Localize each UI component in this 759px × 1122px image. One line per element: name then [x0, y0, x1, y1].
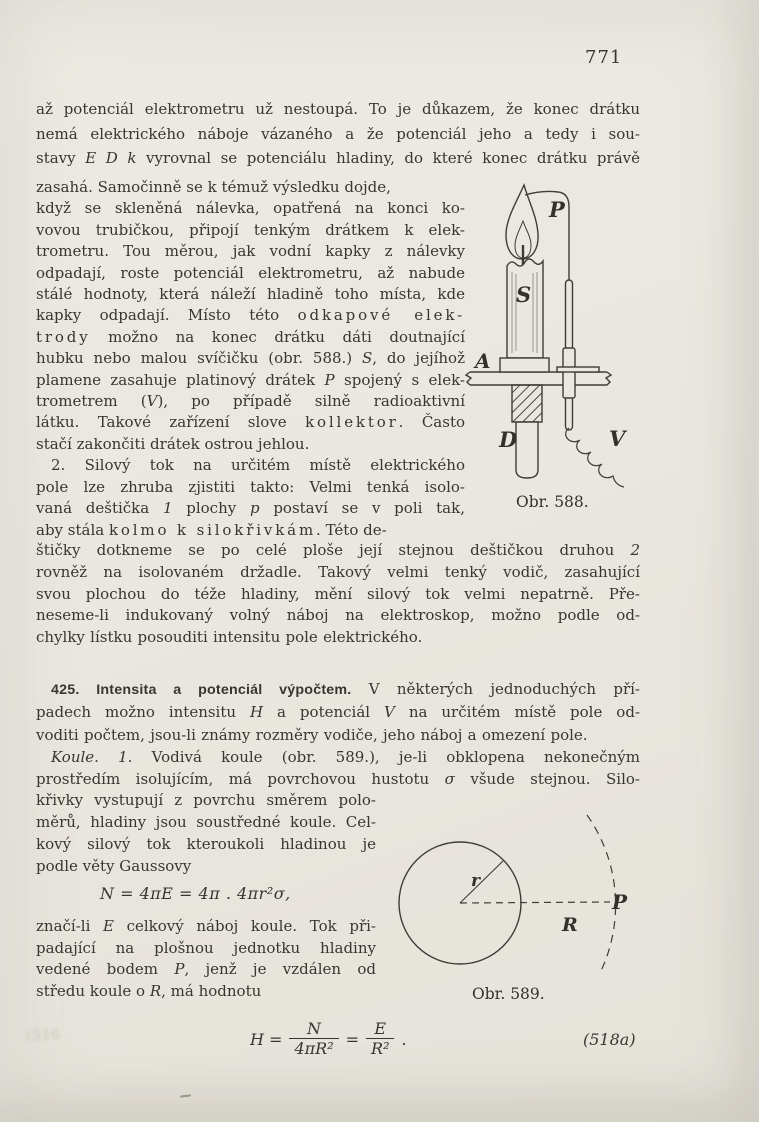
- text-line: svou plochou do téže hladiny, mění silový tok velmi nepatrně. Pře-: [36, 584, 640, 603]
- text-line: vedené bodem P, jenž je vzdálen od: [36, 960, 376, 979]
- fig588-label-a: A: [475, 349, 491, 373]
- fig588-label-s: S: [516, 282, 532, 307]
- fig588-label-d: D: [499, 427, 518, 452]
- text-line: kový silový tok kteroukoli hladinou je: [36, 835, 376, 853]
- paragraph-column-beside-fig589: [36, 789, 376, 877]
- eq2-fraction-1: [289, 1020, 338, 1059]
- fig588-clamp-block: [512, 385, 542, 422]
- text-line: stačí zakončiti drátek ostrou jehlou.: [36, 434, 310, 453]
- eq2-period: .: [401, 1029, 407, 1049]
- fig588-caption: Obr. 588.: [516, 493, 589, 511]
- text-line: vaná deštička 1 plochy p postaví se v poli tak,: [36, 499, 465, 518]
- paragraph-column-beside-fig588: [36, 177, 465, 541]
- text-line: aby stála kolmo k silokřivkám. Této de-: [36, 520, 387, 539]
- text-line: nemá elektrického náboje vázaného a že potenciál jeho a tedy i sou-: [36, 124, 640, 143]
- text-line: měrů, hladiny jsou soustředné koule. Cel-: [36, 813, 376, 831]
- fig588-support-rod: [516, 422, 538, 478]
- text-line: 425. Intensita a potenciál výpočtem. V některých jednoduchých pří-: [51, 680, 641, 698]
- fig589-caption: Obr. 589.: [472, 985, 545, 1003]
- fig588-holder: [500, 358, 549, 372]
- stray-ink-mark: [180, 1094, 191, 1097]
- eq2-denominator-1: 4πR²: [289, 1038, 338, 1058]
- fig588-label-v: V: [609, 426, 626, 451]
- eq2-fraction-2: [366, 1020, 394, 1059]
- text-line: značí-li E celkový náboj koule. Tok při-: [36, 917, 376, 935]
- text-line: prostředím isolujícím, má povrchovou hustotu σ všude stejnou. Silo-: [36, 770, 640, 789]
- paragraph-continued: [36, 540, 640, 649]
- text-line: padající na plošnou jednotku hladiny: [36, 938, 376, 957]
- equation-number-518a: (518a): [583, 1030, 636, 1049]
- eq2-equals: =: [345, 1029, 360, 1049]
- text-line: když se skleněná nálevka, opatřená na konci ko-: [36, 199, 465, 218]
- text-line: rovněž na isolovaném držadle. Takový velmi tenký vodič, zasahující: [36, 562, 640, 581]
- text-line: pole lze zhruba zjistiti takto: Velmi tenká isolo-: [36, 477, 465, 496]
- text-line: látku. Takové zařízení slove kollektor. Často: [36, 413, 466, 432]
- text-line: kapky odpadají. Místo této odkapové elek-: [36, 306, 465, 325]
- print-bleedthrough-smudge: (516: [25, 1025, 61, 1045]
- text-line: vovou trubičkou, připojí tenkým drátkem k elek-: [36, 220, 465, 239]
- text-line: trometrem (V), po případě silně radioaktivní: [36, 392, 466, 411]
- text-line: křivky vystupují z povrchu směrem polo-: [36, 791, 376, 809]
- text-line: odpadají, roste potenciál elektrometru, až nabude: [36, 263, 465, 282]
- figure-589-sphere-field: [378, 798, 663, 1013]
- text-line: až potenciál elektrometru už nestoupá. To je důkazem, že konec drátku: [36, 100, 640, 118]
- text-line: voditi počtem, jsou-li známy rozměry vodiče, jeho náboj a omezení pole.: [36, 725, 588, 744]
- fig588-platform: [466, 372, 611, 385]
- page-number: 771: [585, 47, 623, 68]
- text-line: trometru. Tou měrou, jak vodní kapky z nálevky: [36, 242, 465, 261]
- fig589-label-p: P: [612, 890, 628, 914]
- fig589-distance-line: [460, 902, 610, 903]
- equation-518a: [250, 1020, 407, 1059]
- text-line: středu koule o R, má hodnotu: [36, 982, 262, 1001]
- text-line: štičky dotkneme se po celé ploše její stejnou deštičkou druhou 2: [36, 541, 640, 559]
- text-line: stavy E D k vyrovnal se potenciálu hladiny, do které konec drátku právě: [36, 149, 641, 167]
- text-line: podle věty Gaussovy: [36, 857, 192, 875]
- paragraph-intro: [36, 97, 640, 171]
- fig588-sleeve: [563, 348, 575, 398]
- section-425: [36, 678, 640, 790]
- eq2-numerator-1: N: [307, 1019, 322, 1038]
- text-line: Koule. 1. Vodivá koule (obr. 589.), je-li obklopena nekonečným: [51, 747, 640, 766]
- fig588-drawing: [466, 185, 624, 487]
- fig588-label-p: P: [549, 197, 565, 222]
- text-line: zasahá. Samočinně se k témuž výsledku dojde,: [36, 178, 391, 196]
- fig588-crossbar: [557, 367, 599, 372]
- text-line: neseme-li indukovaný volný náboj na elektroskop, možno podle od-: [36, 606, 640, 625]
- fig589-label-r: r: [471, 871, 480, 891]
- text-line: 2. Silový tok na určitém místě elektrického: [51, 456, 465, 475]
- text-line: chylky lístku posouditi intensitu pole elektrického.: [36, 628, 423, 647]
- eq2-denominator-2: R²: [366, 1038, 394, 1058]
- text-line: trody možno na konec drátku dáti doutnající: [36, 327, 465, 346]
- fig589-drawing: [399, 815, 616, 973]
- text-line: stálé hodnoty, která náleží hladině toho místa, kde: [36, 285, 465, 304]
- figure-588-candle-collector: [462, 175, 734, 520]
- paragraph-column-beside-fig589-lower: [36, 916, 376, 1003]
- text-line: padech možno intensitu H a potenciál V na určitém místě pole od-: [36, 703, 641, 722]
- equation-gauss-flux: N = 4πE = 4π . 4πr²σ,: [100, 884, 291, 903]
- fig589-label-R: R: [562, 914, 578, 936]
- eq2-lhs: H =: [250, 1029, 283, 1049]
- text-line: hubku nebo malou svíčičku (obr. 588.) S, do jejíhož: [36, 349, 465, 368]
- fig589-radius-line: [460, 861, 503, 903]
- text-line: plamene zasahuje platinový drátek P spojený s elek-: [36, 370, 465, 389]
- eq2-numerator-2: E: [374, 1019, 387, 1038]
